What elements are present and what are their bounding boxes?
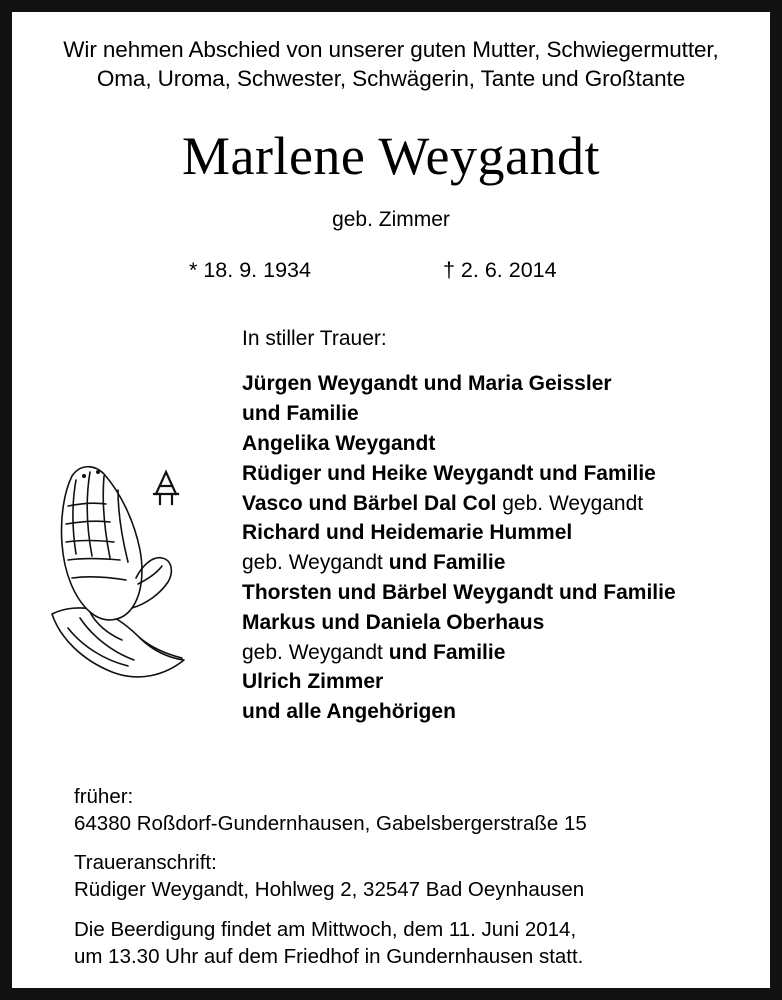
former-address-block (74, 783, 748, 838)
contact-label: Traueranschrift: (74, 851, 217, 874)
spacer (74, 908, 748, 916)
funeral-info-block (74, 916, 748, 971)
family-bold: Vasco und Bärbel Dal Col (242, 491, 497, 515)
family-normal: geb. Weygandt (242, 640, 389, 664)
list-item (242, 548, 748, 578)
mourning-label: In stiller Trauer: (242, 327, 387, 351)
family-bold: und Familie (388, 551, 506, 575)
list-item (242, 459, 748, 489)
footer-details (12, 783, 770, 971)
family-bold: und Familie (388, 640, 506, 664)
family-bold: und alle Angehörigen (242, 700, 456, 724)
former-address: 64380 Roßdorf-Gundernhausen, Gabelsbergerstraße 15 (74, 811, 587, 835)
intro-line-2: Oma, Uroma, Schwester, Schwägerin, Tante und Großtante (96, 65, 686, 91)
family-normal: geb. Weygandt (242, 551, 389, 575)
list-item (242, 399, 748, 429)
life-dates (34, 258, 748, 283)
family-bold: Rüdiger und Heike Weygandt und Familie (242, 461, 656, 485)
family-normal: geb. Weygandt (496, 491, 644, 515)
praying-hands-icon (34, 432, 204, 682)
deceased-name: Marlene Weygandt (181, 125, 600, 186)
intro-line-1: Wir nehmen Abschied von unserer guten Mutter, Schwiegermutter, (63, 37, 719, 62)
funeral-line-1: Die Beerdigung findet am Mittwoch, dem 11. Juni 2014, (74, 917, 577, 941)
family-bold: Richard und Heidemarie Hummel (242, 521, 573, 545)
family-bold: Ulrich Zimmer (242, 670, 384, 694)
family-bold: und Familie (242, 402, 359, 426)
birth-date: * 18. 9. 1934 (189, 258, 311, 283)
funeral-line-2: um 13.30 Uhr auf dem Friedhof in Gundernhausen statt. (74, 944, 584, 968)
contact-address: Rüdiger Weygandt, Hohlweg 2, 32547 Bad Oeynhausen (74, 878, 585, 902)
list-item (242, 638, 748, 668)
maiden-name: geb. Zimmer (332, 208, 450, 232)
list-item (242, 518, 748, 548)
spacer (74, 841, 748, 849)
list-item (242, 489, 748, 519)
list-item (242, 697, 748, 727)
contact-address-block (74, 849, 748, 904)
intro-text (34, 36, 748, 94)
list-item (242, 608, 748, 638)
death-date: † 2. 6. 2014 (443, 258, 557, 283)
list-item (242, 369, 748, 399)
family-bold: Jürgen Weygandt und Maria Geissler (242, 372, 612, 396)
list-item (242, 429, 748, 459)
former-label: früher: (74, 784, 134, 808)
list-item (242, 578, 748, 608)
family-bold: Angelika Weygandt (242, 431, 436, 455)
family-bold: Markus und Daniela Oberhaus (242, 610, 545, 634)
family-bold: Thorsten und Bärbel Weygandt und Familie (242, 580, 676, 604)
list-item (242, 667, 748, 697)
